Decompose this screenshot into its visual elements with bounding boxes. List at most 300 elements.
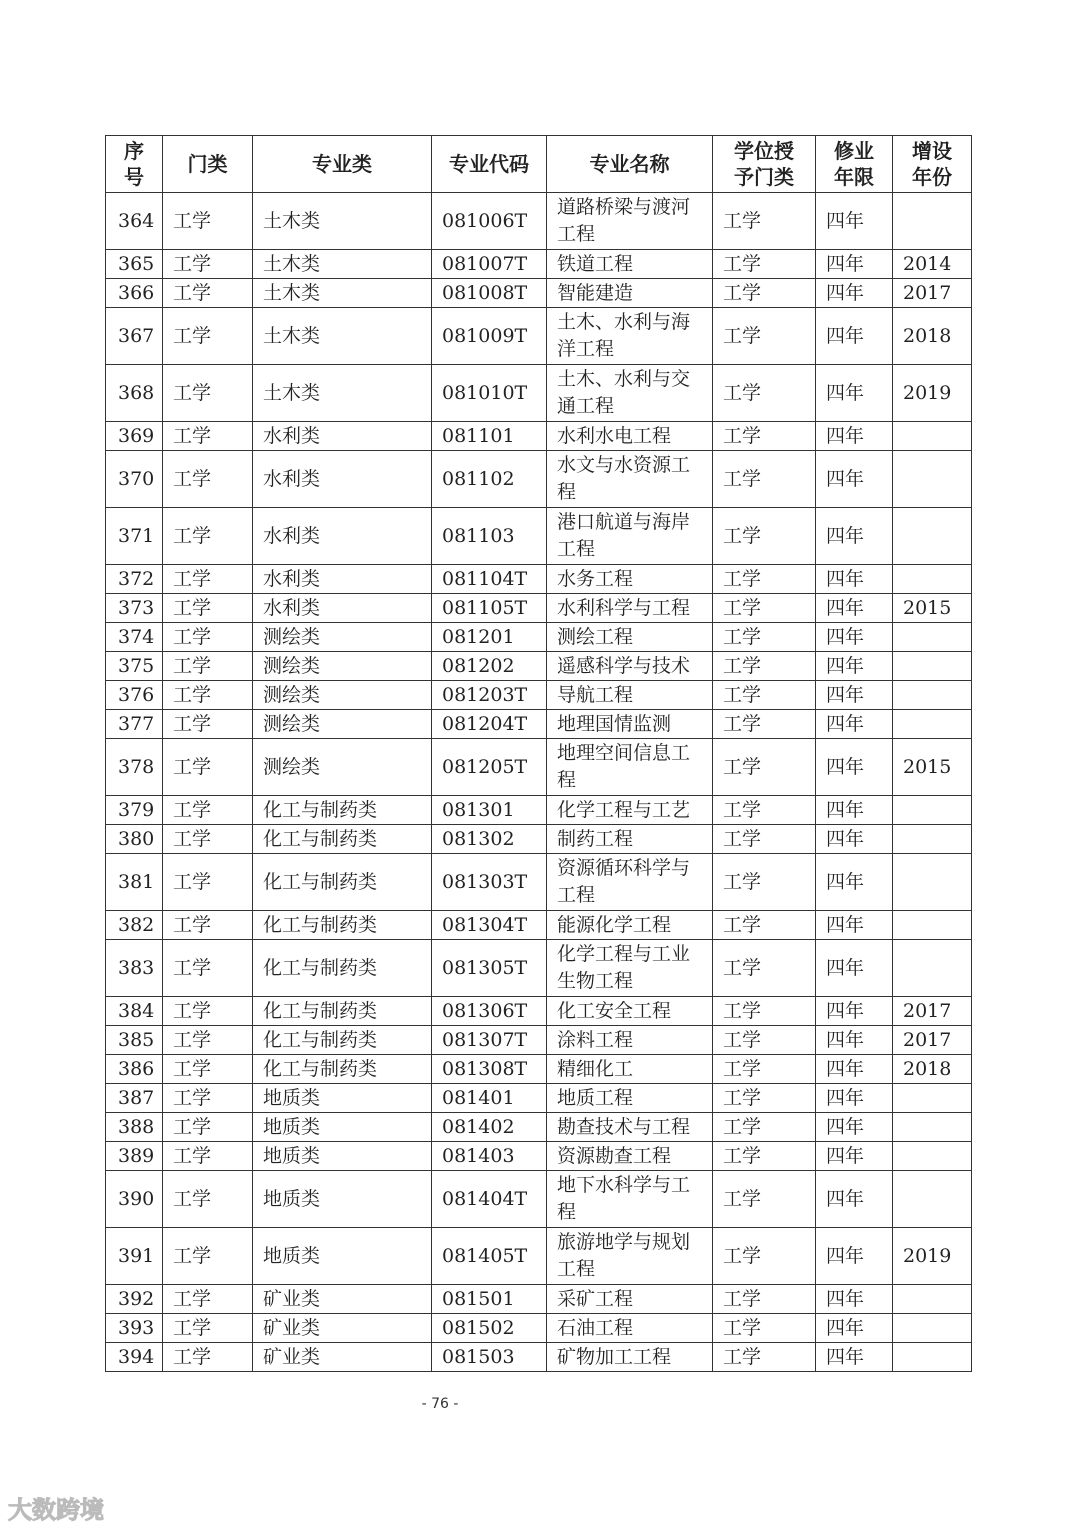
cell-major-code-text: 081007T <box>442 253 528 275</box>
cell-category-text: 工学 <box>173 1000 212 1022</box>
cell-duration <box>816 1171 893 1228</box>
cell-category <box>163 193 253 250</box>
cell-year-added <box>893 623 972 652</box>
cell-major-name-text: 矿物加工工程 <box>557 1346 672 1368</box>
cell-duration-text: 四年 <box>826 597 865 619</box>
cell-index-text: 384 <box>118 1000 155 1022</box>
table-row <box>106 911 972 940</box>
cell-category <box>163 710 253 739</box>
cell-year-added <box>893 1228 972 1285</box>
cell-major-class-text: 土木类 <box>263 253 321 275</box>
header-index <box>106 136 163 193</box>
cell-major-class-text: 土木类 <box>263 210 321 232</box>
cell-index-text: 379 <box>118 799 155 821</box>
cell-major-code-text: 081009T <box>442 325 528 347</box>
cell-major-name-text: 旅游地学与规划工程 <box>557 1231 691 1280</box>
cell-category <box>163 279 253 308</box>
cell-category-text: 工学 <box>173 1245 212 1267</box>
cell-major-class-text: 土木类 <box>263 282 321 304</box>
cell-index <box>106 1055 163 1084</box>
cell-degree-category <box>713 854 816 911</box>
cell-major-code-text: 081308T <box>442 1058 528 1080</box>
cell-degree-category-text: 工学 <box>723 597 762 619</box>
cell-duration-text: 四年 <box>826 1346 865 1368</box>
table-row <box>106 193 972 250</box>
cell-year-added <box>893 854 972 911</box>
table-row <box>106 739 972 796</box>
cell-degree-category-text: 工学 <box>723 1288 762 1310</box>
cell-category-text: 工学 <box>173 684 212 706</box>
cell-year-added <box>893 422 972 451</box>
cell-major-class <box>253 365 432 422</box>
cell-major-name <box>547 451 713 508</box>
cell-duration <box>816 710 893 739</box>
cell-duration <box>816 308 893 365</box>
cell-category <box>163 594 253 623</box>
cell-major-code <box>432 911 547 940</box>
cell-major-name-text: 地质工程 <box>557 1087 634 1109</box>
cell-major-class-text: 化工与制药类 <box>263 1029 378 1051</box>
cell-category-text: 工学 <box>173 425 212 447</box>
cell-major-code-text: 081404T <box>442 1188 528 1210</box>
header-duration <box>816 136 893 193</box>
cell-major-name <box>547 308 713 365</box>
cell-category <box>163 854 253 911</box>
cell-major-code <box>432 594 547 623</box>
cell-duration <box>816 796 893 825</box>
cell-degree-category-text: 工学 <box>723 626 762 648</box>
cell-major-name <box>547 250 713 279</box>
cell-category <box>163 1084 253 1113</box>
cell-index <box>106 997 163 1026</box>
cell-year-added <box>893 565 972 594</box>
cell-major-class <box>253 854 432 911</box>
cell-major-class-text: 测绘类 <box>263 684 321 706</box>
cell-major-class-text: 水利类 <box>263 568 321 590</box>
cell-major-code-text: 081304T <box>442 914 528 936</box>
cell-index <box>106 451 163 508</box>
cell-category <box>163 308 253 365</box>
cell-duration-text: 四年 <box>826 210 865 232</box>
cell-category <box>163 1314 253 1343</box>
cell-major-class-text: 地质类 <box>263 1245 321 1267</box>
cell-duration-text: 四年 <box>826 1188 865 1210</box>
cell-index-text: 369 <box>118 425 155 447</box>
table-row <box>106 451 972 508</box>
cell-major-name <box>547 854 713 911</box>
cell-major-code-text: 081306T <box>442 1000 528 1022</box>
cell-degree-category-text: 工学 <box>723 1000 762 1022</box>
cell-year-added <box>893 193 972 250</box>
cell-category-text: 工学 <box>173 756 212 778</box>
cell-duration <box>816 1343 893 1372</box>
cell-duration <box>816 652 893 681</box>
cell-category-text: 工学 <box>173 957 212 979</box>
cell-major-code <box>432 508 547 565</box>
cell-major-class <box>253 1084 432 1113</box>
cell-index <box>106 652 163 681</box>
cell-major-code-text: 081204T <box>442 713 528 735</box>
cell-year-added <box>893 1142 972 1171</box>
cell-index <box>106 279 163 308</box>
cell-major-code <box>432 652 547 681</box>
cell-major-class <box>253 681 432 710</box>
cell-major-class <box>253 1142 432 1171</box>
cell-degree-category <box>713 681 816 710</box>
cell-major-code-text: 081501 <box>442 1288 515 1310</box>
cell-degree-category-text: 工学 <box>723 684 762 706</box>
cell-category <box>163 739 253 796</box>
cell-index-text: 375 <box>118 655 155 677</box>
cell-major-class-text: 测绘类 <box>263 655 321 677</box>
cell-degree-category <box>713 1055 816 1084</box>
cell-year-added-text: 2018 <box>903 325 952 347</box>
cell-major-class-text: 土木类 <box>263 325 321 347</box>
cell-major-class <box>253 997 432 1026</box>
cell-major-code <box>432 250 547 279</box>
cell-major-code <box>432 1343 547 1372</box>
cell-major-class-text: 化工与制药类 <box>263 799 378 821</box>
cell-major-class <box>253 796 432 825</box>
page-number: - 76 - <box>421 1396 459 1412</box>
cell-index <box>106 854 163 911</box>
cell-major-class-text: 化工与制药类 <box>263 914 378 936</box>
cell-duration-text: 四年 <box>826 1145 865 1167</box>
cell-major-class <box>253 308 432 365</box>
cell-index <box>106 508 163 565</box>
cell-major-code-text: 081104T <box>442 568 528 590</box>
cell-major-class-text: 土木类 <box>263 382 321 404</box>
cell-major-name <box>547 365 713 422</box>
cell-index <box>106 594 163 623</box>
cell-duration-text: 四年 <box>826 568 865 590</box>
cell-year-added <box>893 1084 972 1113</box>
cell-degree-category <box>713 250 816 279</box>
cell-duration-text: 四年 <box>826 1317 865 1339</box>
cell-category-text: 工学 <box>173 210 212 232</box>
header-label: 专业名称 <box>589 152 670 176</box>
cell-duration <box>816 1055 893 1084</box>
cell-duration-text: 四年 <box>826 525 865 547</box>
cell-degree-category-text: 工学 <box>723 468 762 490</box>
cell-duration <box>816 1314 893 1343</box>
cell-year-added <box>893 911 972 940</box>
cell-degree-category <box>713 1171 816 1228</box>
cell-major-class-text: 水利类 <box>263 525 321 547</box>
cell-index-text: 372 <box>118 568 155 590</box>
cell-category-text: 工学 <box>173 1346 212 1368</box>
cell-year-added <box>893 594 972 623</box>
cell-index <box>106 1314 163 1343</box>
cell-year-added <box>893 451 972 508</box>
cell-major-name <box>547 623 713 652</box>
cell-major-name-text: 石油工程 <box>557 1317 634 1339</box>
cell-major-name <box>547 739 713 796</box>
header-label: 增设年份 <box>912 139 952 189</box>
cell-major-class-text: 化工与制药类 <box>263 1058 378 1080</box>
cell-major-class-text: 地质类 <box>263 1116 321 1138</box>
table-row <box>106 1055 972 1084</box>
cell-duration <box>816 565 893 594</box>
cell-major-name-text: 制药工程 <box>557 828 634 850</box>
table-row <box>106 250 972 279</box>
cell-major-name-text: 能源化学工程 <box>557 914 672 936</box>
cell-major-name-text: 导航工程 <box>557 684 634 706</box>
cell-duration <box>816 508 893 565</box>
cell-duration-text: 四年 <box>826 871 865 893</box>
cell-category-text: 工学 <box>173 713 212 735</box>
cell-year-added <box>893 940 972 997</box>
cell-duration-text: 四年 <box>826 425 865 447</box>
cell-major-name <box>547 652 713 681</box>
table-row <box>106 1285 972 1314</box>
table-row <box>106 1228 972 1285</box>
cell-index-text: 392 <box>118 1288 155 1310</box>
cell-major-name-text: 资源循环科学与工程 <box>557 857 691 906</box>
cell-major-code-text: 081103 <box>442 525 515 547</box>
cell-major-code <box>432 681 547 710</box>
cell-year-added <box>893 796 972 825</box>
cell-degree-category-text: 工学 <box>723 325 762 347</box>
cell-major-class <box>253 623 432 652</box>
majors-table <box>105 135 972 1372</box>
cell-year-added-text: 2017 <box>903 282 952 304</box>
cell-degree-category <box>713 796 816 825</box>
cell-category <box>163 1228 253 1285</box>
table-row <box>106 1314 972 1343</box>
cell-major-name-text: 智能建造 <box>557 282 634 304</box>
cell-category-text: 工学 <box>173 655 212 677</box>
cell-degree-category <box>713 308 816 365</box>
cell-major-code <box>432 940 547 997</box>
cell-category <box>163 1026 253 1055</box>
cell-category <box>163 422 253 451</box>
cell-major-class <box>253 250 432 279</box>
cell-major-code-text: 081307T <box>442 1029 528 1051</box>
cell-major-code <box>432 279 547 308</box>
cell-degree-category <box>713 1228 816 1285</box>
cell-index-text: 385 <box>118 1029 155 1051</box>
cell-major-class <box>253 652 432 681</box>
cell-year-added-text: 2018 <box>903 1058 952 1080</box>
cell-index-text: 365 <box>118 253 155 275</box>
cell-major-name-text: 土木、水利与交通工程 <box>557 368 691 417</box>
cell-major-name <box>547 1343 713 1372</box>
cell-year-added <box>893 710 972 739</box>
cell-year-added <box>893 279 972 308</box>
table-row <box>106 1142 972 1171</box>
cell-index-text: 371 <box>118 525 155 547</box>
cell-major-name <box>547 594 713 623</box>
cell-duration <box>816 623 893 652</box>
table-row <box>106 1026 972 1055</box>
table-row <box>106 652 972 681</box>
header-row <box>106 136 972 193</box>
cell-degree-category <box>713 652 816 681</box>
cell-major-name-text: 精细化工 <box>557 1058 634 1080</box>
cell-duration <box>816 1228 893 1285</box>
cell-degree-category <box>713 1026 816 1055</box>
cell-major-name-text: 地理空间信息工程 <box>557 742 691 791</box>
header-label: 学位授予门类 <box>734 139 794 189</box>
cell-index <box>106 1026 163 1055</box>
table-row <box>106 623 972 652</box>
header-major-code <box>432 136 547 193</box>
cell-degree-category <box>713 997 816 1026</box>
cell-duration <box>816 594 893 623</box>
header-label: 专业类 <box>312 152 372 176</box>
table-row <box>106 308 972 365</box>
cell-major-name <box>547 1171 713 1228</box>
cell-major-code <box>432 997 547 1026</box>
cell-year-added <box>893 1285 972 1314</box>
watermark-logo: 大数跨境 <box>8 1496 104 1524</box>
cell-major-name-text: 勘查技术与工程 <box>557 1116 691 1138</box>
cell-category <box>163 623 253 652</box>
cell-major-name <box>547 565 713 594</box>
cell-major-class <box>253 825 432 854</box>
cell-major-class-text: 矿业类 <box>263 1288 321 1310</box>
cell-index-text: 387 <box>118 1087 155 1109</box>
cell-duration-text: 四年 <box>826 253 865 275</box>
cell-index <box>106 940 163 997</box>
cell-category-text: 工学 <box>173 597 212 619</box>
cell-index-text: 366 <box>118 282 155 304</box>
cell-duration <box>816 940 893 997</box>
cell-major-class-text: 化工与制药类 <box>263 1000 378 1022</box>
cell-major-code-text: 081302 <box>442 828 515 850</box>
cell-major-code-text: 081305T <box>442 957 528 979</box>
cell-year-added <box>893 1113 972 1142</box>
cell-major-name <box>547 997 713 1026</box>
cell-major-code <box>432 365 547 422</box>
cell-degree-category-text: 工学 <box>723 1245 762 1267</box>
cell-major-name-text: 涂料工程 <box>557 1029 634 1051</box>
cell-year-added <box>893 365 972 422</box>
cell-major-class <box>253 911 432 940</box>
cell-degree-category <box>713 1343 816 1372</box>
cell-duration-text: 四年 <box>826 713 865 735</box>
cell-major-name-text: 水文与水资源工程 <box>557 454 691 503</box>
cell-category-text: 工学 <box>173 1288 212 1310</box>
cell-duration <box>816 1285 893 1314</box>
table-row <box>106 825 972 854</box>
cell-duration <box>816 1113 893 1142</box>
cell-degree-category-text: 工学 <box>723 568 762 590</box>
table-row <box>106 594 972 623</box>
cell-year-added-text: 2019 <box>903 1245 952 1267</box>
cell-category-text: 工学 <box>173 1087 212 1109</box>
cell-major-name <box>547 681 713 710</box>
table-row <box>106 681 972 710</box>
cell-category <box>163 997 253 1026</box>
cell-major-code-text: 081303T <box>442 871 528 893</box>
cell-duration-text: 四年 <box>826 1116 865 1138</box>
cell-major-name <box>547 279 713 308</box>
cell-major-code-text: 081102 <box>442 468 515 490</box>
cell-duration <box>816 422 893 451</box>
cell-year-added-text: 2019 <box>903 382 952 404</box>
cell-major-class-text: 测绘类 <box>263 626 321 648</box>
cell-degree-category-text: 工学 <box>723 914 762 936</box>
header-major-class <box>253 136 432 193</box>
cell-major-name-text: 采矿工程 <box>557 1288 634 1310</box>
cell-degree-category <box>713 1285 816 1314</box>
table-row <box>106 997 972 1026</box>
cell-index-text: 364 <box>118 210 155 232</box>
cell-duration-text: 四年 <box>826 684 865 706</box>
cell-major-code <box>432 623 547 652</box>
cell-major-class <box>253 193 432 250</box>
cell-degree-category <box>713 1084 816 1113</box>
cell-duration <box>816 854 893 911</box>
cell-category-text: 工学 <box>173 871 212 893</box>
cell-year-added <box>893 1314 972 1343</box>
cell-major-code <box>432 1171 547 1228</box>
cell-degree-category-text: 工学 <box>723 1145 762 1167</box>
cell-major-name <box>547 508 713 565</box>
cell-duration <box>816 1026 893 1055</box>
cell-duration-text: 四年 <box>826 914 865 936</box>
cell-major-code <box>432 193 547 250</box>
cell-major-name <box>547 1285 713 1314</box>
cell-major-name <box>547 1055 713 1084</box>
cell-major-class <box>253 1314 432 1343</box>
cell-category-text: 工学 <box>173 799 212 821</box>
cell-major-code <box>432 854 547 911</box>
cell-year-added-text: 2017 <box>903 1029 952 1051</box>
cell-major-code <box>432 825 547 854</box>
cell-index-text: 393 <box>118 1317 155 1339</box>
cell-degree-category-text: 工学 <box>723 871 762 893</box>
cell-year-added <box>893 250 972 279</box>
cell-index <box>106 308 163 365</box>
table-row <box>106 279 972 308</box>
cell-major-code-text: 081008T <box>442 282 528 304</box>
cell-major-class-text: 地质类 <box>263 1087 321 1109</box>
cell-major-name <box>547 911 713 940</box>
table-row <box>106 1171 972 1228</box>
cell-major-code <box>432 796 547 825</box>
cell-degree-category-text: 工学 <box>723 525 762 547</box>
cell-major-name-text: 化学工程与工艺 <box>557 799 691 821</box>
header-label: 修业年限 <box>834 139 874 189</box>
cell-duration <box>816 681 893 710</box>
header-label: 门类 <box>187 152 228 176</box>
cell-major-name-text: 遥感科学与技术 <box>557 655 691 677</box>
cell-major-name-text: 铁道工程 <box>557 253 634 275</box>
cell-category <box>163 451 253 508</box>
cell-category <box>163 1113 253 1142</box>
cell-index-text: 383 <box>118 957 155 979</box>
cell-major-code <box>432 1084 547 1113</box>
cell-duration-text: 四年 <box>826 756 865 778</box>
cell-category <box>163 796 253 825</box>
cell-major-class <box>253 1055 432 1084</box>
cell-category-text: 工学 <box>173 568 212 590</box>
header-category <box>163 136 253 193</box>
cell-degree-category-text: 工学 <box>723 799 762 821</box>
cell-major-class-text: 测绘类 <box>263 713 321 735</box>
cell-degree-category-text: 工学 <box>723 828 762 850</box>
cell-duration <box>816 825 893 854</box>
cell-index <box>106 1285 163 1314</box>
cell-major-code <box>432 710 547 739</box>
cell-major-class-text: 化工与制药类 <box>263 828 378 850</box>
cell-major-name-text: 地下水科学与工程 <box>557 1174 691 1223</box>
cell-degree-category-text: 工学 <box>723 282 762 304</box>
cell-major-name <box>547 422 713 451</box>
